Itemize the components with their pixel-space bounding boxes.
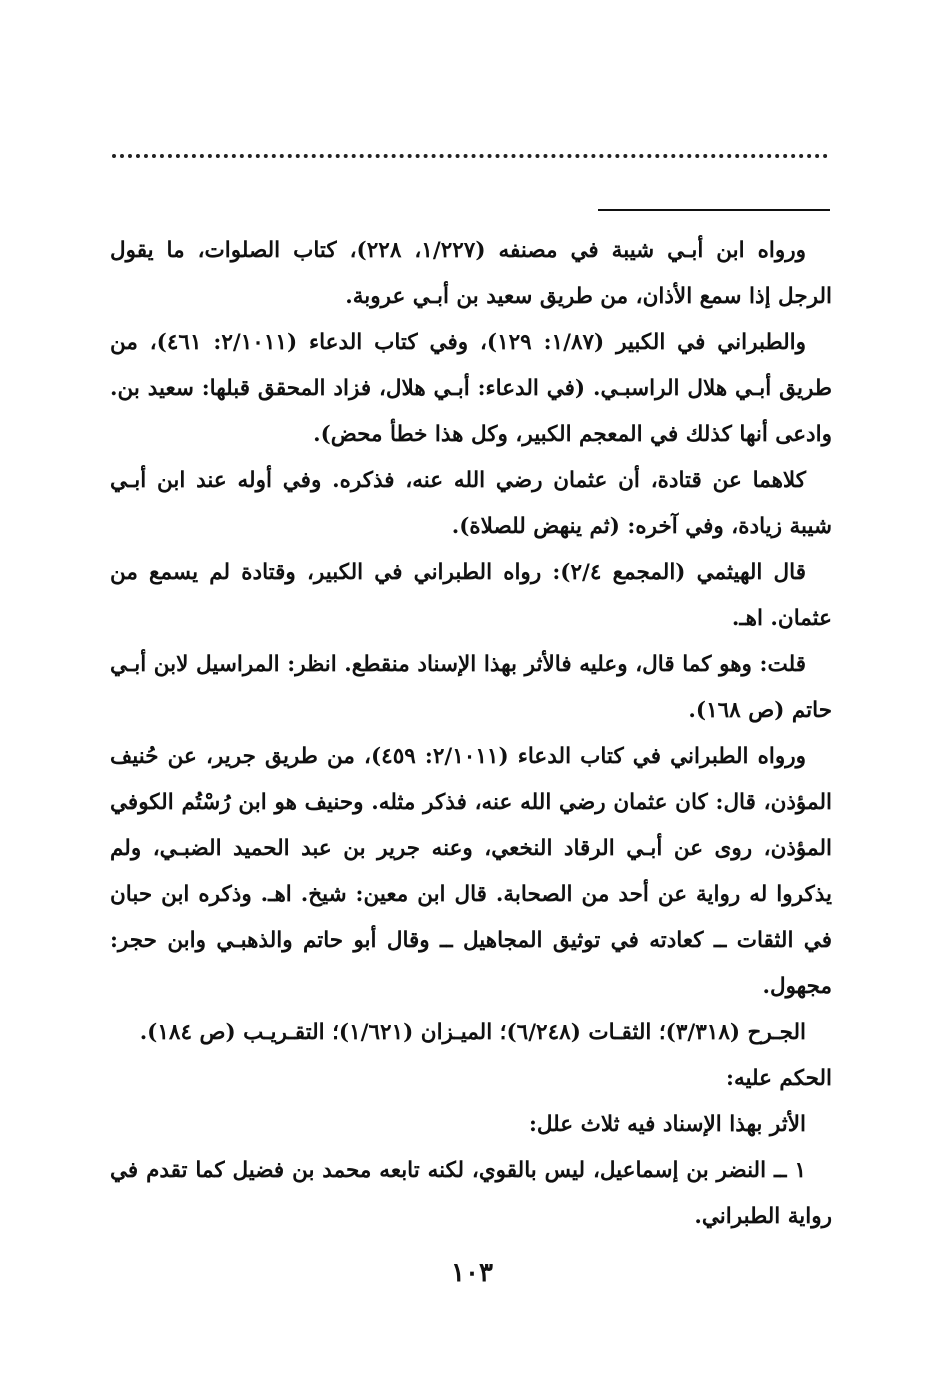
paragraph-qatada: كلاهما عن قتادة، أن عثمان رضي الله عنه، فذكره. وفي أوله عند ابن أبـي شيبة زيادة، وفي آخره: (ثم ينهض للصلاة).	[110, 468, 832, 539]
paragraph-hunayf: ورواه الطبراني في كتاب الدعاء (٢/١٠١١: ٤٥٩)، من طريق جرير، عن حُنيف المؤذن، قال: كان عثمان رضي الله عنه، فذكر مثله. وحنيف هو ابن رُسْتُم الكوفي المؤذن، روى عن أبـي الرقاد النخعي، وعنه جرير بن عبد الحميد الضبـي، ولم يذكروا له رواية عن أحد من الصحابة. قال ابن معين: شيخ. اهـ. وذكره ابن حبان في الثقات ــ كعادته في توثيق المجاهيل ــ وقال أبو حاتم والذهبـي وابن حجر: مجهول.	[110, 744, 832, 999]
paragraph-qultu: قلت: وهو كما قال، وعليه فالأثر بهذا الإسناد منقطع. انظر: المراسيل لابن أبـي حاتم (ص ١٦٨).	[110, 652, 832, 723]
paragraph-references: الجـرح (٣/٣١٨)؛ الثقـات (٦/٢٤٨)؛ الميـزان (١/٦٢١)؛ التقـريـب (ص ١٨٤).	[139, 1020, 806, 1045]
paragraph-tabarani-kabir: والطبراني في الكبير (١/٨٧: ١٢٩)، وفي كتاب الدعاء (٢/١٠١١: ٤٦١)، من طريق أبـي هلال الراسبـي. (في الدعاء: أبـي هلال، فزاد المحقق قبلها: سعيد بن. وادعى أنها كذلك في المعجم الكبير، وكل هذا خطأ محض).	[110, 330, 832, 447]
paragraph-haythami: قال الهيثمي (المجمع ٢/٤): رواه الطبراني في الكبير، وقتادة لم يسمع من عثمان. اهـ.	[110, 560, 832, 631]
page-text	[110, 228, 832, 1240]
paragraph-defect-one: ١ ــ النضر بن إسماعيل، ليس بالقوي، لكنه تابعه محمد بن فضيل كما تقدم في رواية الطبراني.	[110, 1158, 832, 1229]
section-heading-ruling: الحكم عليه:	[726, 1066, 832, 1091]
paragraph-ibn-abi-shayba: ورواه ابن أبـي شيبة في مصنفه (١/٢٢٧، ٢٢٨)، كتاب الصلوات، ما يقول الرجل إذا سمع الأذان، من طريق سعيد بن أبـي عروبة.	[110, 238, 832, 309]
dotted-separator	[112, 154, 828, 162]
footnote-rule	[598, 209, 830, 211]
page-number: ١٠٣	[451, 1258, 493, 1288]
paragraph-three-defects: الأثر بهذا الإسناد فيه ثلاث علل:	[528, 1112, 806, 1137]
